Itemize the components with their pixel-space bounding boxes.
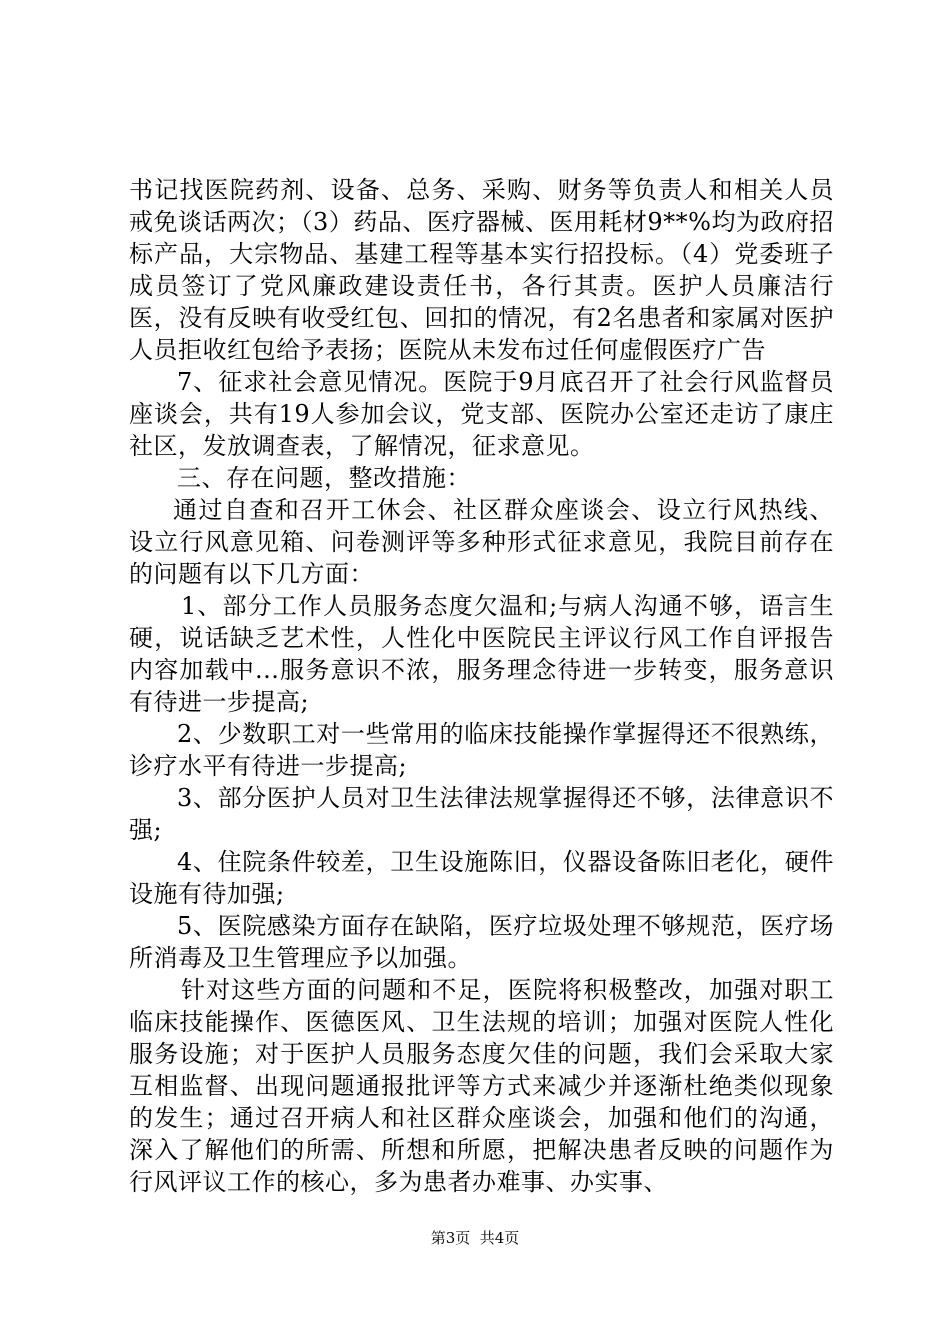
page-number: 第3页 共4页: [430, 1229, 520, 1247]
page-footer: [0, 1228, 950, 1248]
document-body: [129, 174, 834, 1198]
section-heading: 三、存在问题，整改措施：: [177, 464, 471, 492]
list-item-2: 2、少数职工对一些常用的临床技能操作掌握得还不很熟练，诊疗水平有待进一步提高;: [129, 720, 834, 780]
paragraph-3: 通过自查和召开工休会、社区群众座谈会、设立行风热线、设立行风意见箱、问卷测评等多种形式征求意见，我院目前存在的问题有以下几方面：: [129, 496, 834, 588]
paragraph-4: 针对这些方面的问题和不足，医院将积极整改，加强对职工临床技能操作、医德医风、卫生法规的培训；加强对医院人性化服务设施；对于医护人员服务态度欠佳的问题，我们会采取大家互相监督、出现问题通报批评等方式来减少并逐渐杜绝类似现象的发生；通过召开病人和社区群众座谈会，加强和他们的沟通，深入了解他们的所需、所想和所愿，把解决患者反映的问题作为行风评议工作的核心，多为患者办难事、办实事、: [129, 976, 834, 1196]
paragraph-1: 书记找医院药剂、设备、总务、采购、财务等负责人和相关人员戒免谈话两次；（3）药品、医疗器械、医用耗材9**%均为政府招标产品，大宗物品、基建工程等基本实行招投标。（4）党委班子成员签订了党风廉政建设责任书，各行其责。医护人员廉洁行医，没有反映有收受红包、回扣的情况，有2名患者和家属对医护人员拒收红包给予表扬；医院从未发布过任何虚假医疗广告: [129, 176, 834, 364]
list-item-4: 4、住院条件较差，卫生设施陈旧，仪器设备陈旧老化，硬件设施有待加强;: [129, 848, 834, 908]
paragraph-2: 7、征求社会意见情况。医院于9月底召开了社会行风监督员座谈会，共有19人参加会议，党支部、医院办公室还走访了康庄社区，发放调查表，了解情况，征求意见。: [129, 368, 834, 460]
list-item-1: 1、部分工作人员服务态度欠温和;与病人沟通不够，语言生硬，说话缺乏艺术性，人性化中医院民主评议行风工作自评报告内容加载中...服务意识不浓，服务理念待进一步转变，服务意识有待进一步提高;: [129, 592, 834, 716]
list-item-5: 5、医院感染方面存在缺陷，医疗垃圾处理不够规范，医疗场所消毒及卫生管理应予以加强。: [129, 912, 834, 972]
list-item-3: 3、部分医护人员对卫生法律法规掌握得还不够，法律意识不强;: [129, 784, 834, 844]
